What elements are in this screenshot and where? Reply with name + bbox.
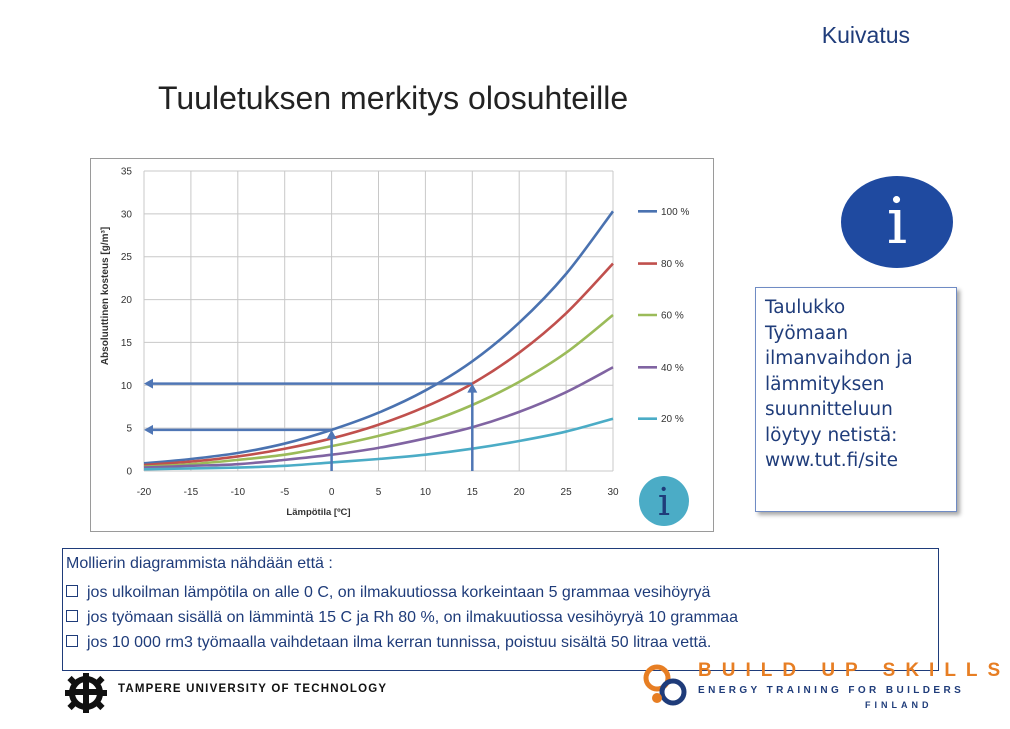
info-box bbox=[755, 287, 957, 512]
checkbox-icon bbox=[66, 585, 78, 597]
legend-label: 20 % bbox=[661, 414, 684, 426]
x-tick-label: 0 bbox=[328, 487, 335, 498]
legend-label: 60 % bbox=[661, 310, 684, 322]
x-tick-label: -10 bbox=[230, 487, 246, 498]
annotation-arrowhead bbox=[144, 425, 153, 435]
info-line: ilmanvaihdon ja bbox=[765, 348, 913, 369]
page-title: Tuuletuksen merkitys olosuhteille bbox=[158, 80, 629, 116]
checkbox-icon bbox=[66, 610, 78, 622]
note-text: jos ulkoilman lämpötila on alle 0 C, on ilmakuutiossa korkeintaan 5 grammaa vesihöyryä bbox=[87, 584, 711, 601]
y-tick-label: 20 bbox=[120, 295, 132, 307]
note-item bbox=[66, 634, 711, 652]
bus-title: BUILD UP SKILLS bbox=[698, 660, 1010, 681]
y-tick-label: 0 bbox=[126, 466, 132, 478]
x-tick-label: 20 bbox=[513, 487, 525, 498]
y-tick-label: 15 bbox=[120, 337, 132, 349]
info-line: Taulukko bbox=[765, 297, 846, 318]
y-axis-label: Absoluuttinen kosteus [g/m³] bbox=[100, 226, 111, 366]
bus-subtitle: ENERGY TRAINING FOR BUILDERS bbox=[698, 685, 965, 696]
x-axis-label: Lämpötila [ºC] bbox=[286, 507, 351, 518]
notes-heading: Mollierin diagrammista nähdään että : bbox=[66, 555, 333, 572]
y-tick-label: 5 bbox=[126, 423, 132, 435]
humidity-chart bbox=[91, 159, 713, 531]
checkbox-icon bbox=[66, 635, 78, 647]
info-line: lämmityksen bbox=[765, 373, 885, 395]
note-text: jos 10 000 rm3 työmaalla vaihdetaan ilma kerran tunnissa, poistuu sisältä 50 litraa vettä. bbox=[87, 634, 712, 651]
tut-logo-icon bbox=[62, 672, 110, 714]
legend-label: 80 % bbox=[661, 259, 684, 271]
section-label: Kuivatus bbox=[821, 22, 910, 48]
legend-label: 40 % bbox=[661, 362, 684, 374]
notes-box bbox=[62, 548, 939, 671]
bus-logo-icon bbox=[643, 664, 691, 708]
chart-info-icon-glyph: i bbox=[657, 480, 671, 524]
x-tick-label: -15 bbox=[183, 487, 199, 498]
x-tick-label: 5 bbox=[375, 487, 382, 498]
annotation-arrowhead bbox=[144, 379, 153, 389]
build-up-skills-logo bbox=[643, 660, 1010, 720]
info-icon-glyph: i bbox=[886, 185, 908, 259]
bus-country: FINLAND bbox=[865, 700, 933, 710]
x-tick-label: 25 bbox=[560, 487, 572, 498]
x-tick-label: -5 bbox=[280, 487, 290, 498]
y-tick-label: 30 bbox=[120, 209, 132, 221]
info-line-url[interactable]: www.tut.fi/site bbox=[765, 450, 898, 471]
x-tick-label: 30 bbox=[607, 487, 619, 498]
y-tick-label: 35 bbox=[120, 166, 132, 178]
note-text: jos työmaan sisällä on lämmintä 15 C ja Rh 80 %, on ilmakuutiossa vesihöyryä 10 grammaa bbox=[87, 609, 738, 626]
x-tick-label: 10 bbox=[419, 487, 431, 498]
university-name: TAMPERE UNIVERSITY OF TECHNOLOGY bbox=[118, 683, 388, 695]
info-text bbox=[765, 295, 913, 474]
info-line: suunnitteluun bbox=[765, 399, 893, 420]
info-icon bbox=[841, 176, 953, 268]
info-line: löytyy netistä: bbox=[765, 424, 898, 446]
x-tick-label: 15 bbox=[466, 487, 478, 498]
chart-frame bbox=[90, 158, 714, 532]
note-item bbox=[66, 609, 738, 627]
note-item bbox=[66, 584, 710, 602]
y-tick-label: 25 bbox=[120, 252, 132, 264]
y-tick-label: 10 bbox=[120, 380, 132, 392]
x-tick-label: -20 bbox=[136, 487, 152, 498]
legend-label: 100 % bbox=[661, 206, 690, 218]
info-line: Työmaan bbox=[765, 322, 849, 344]
